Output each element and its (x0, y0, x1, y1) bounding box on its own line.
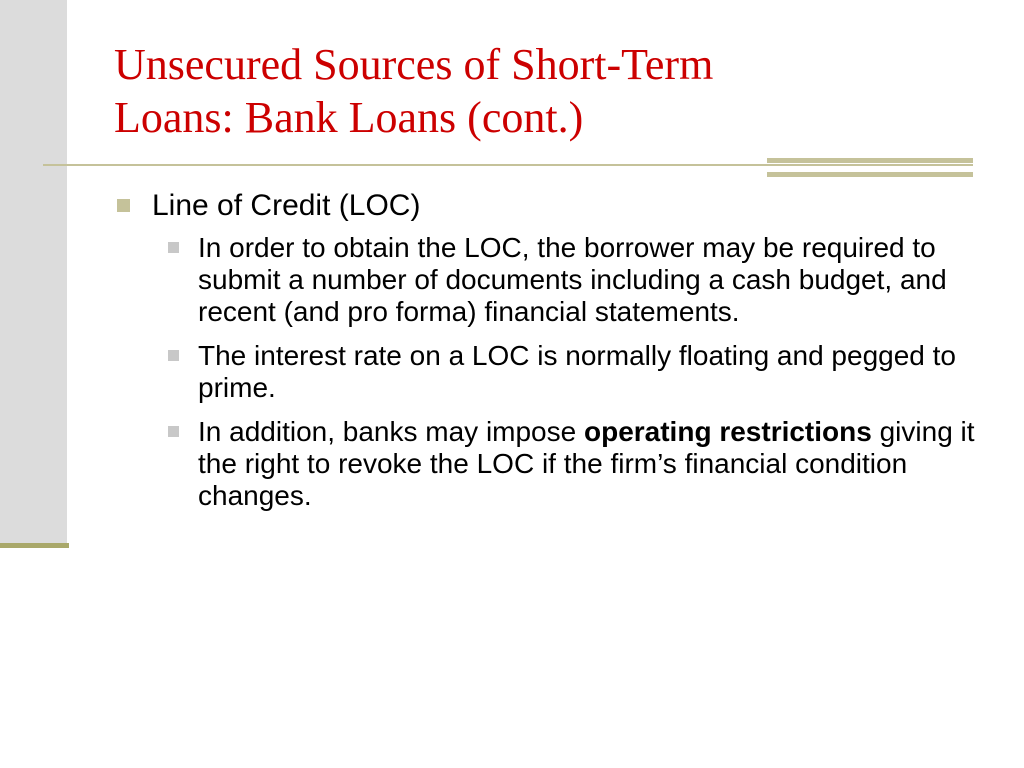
left-accent-bar (0, 0, 67, 546)
slide-body (115, 186, 985, 524)
slide-title (114, 38, 994, 144)
square-bullet-icon (117, 199, 130, 212)
sub-bullet-text-before: In addition, banks may impose (198, 416, 584, 447)
sub-bullet-text-after: giving it the right to revoke the LOC if the firm’s financial condition changes. (198, 416, 975, 511)
square-bullet-icon (168, 242, 179, 253)
title-divider-accent-top (767, 158, 973, 163)
title-divider-line (43, 164, 973, 166)
square-bullet-icon (168, 426, 179, 437)
slide-title-line-2: Loans: Bank Loans (cont.) (114, 93, 584, 142)
slide-title-line-1: Unsecured Sources of Short-Term (114, 40, 714, 89)
sub-bullet-list (162, 232, 985, 512)
bullet-text: Line of Credit (LOC) (152, 189, 421, 222)
sub-bullet-text: In order to obtain the LOC, the borrower may be required to submit a number of documents including a cash budget, and recent (and pro forma) financial statements. (198, 232, 947, 327)
square-bullet-icon (168, 350, 179, 361)
sub-bullet-bold-term: operating restrictions (583, 416, 872, 447)
left-accent-bar-underline (0, 543, 69, 548)
sub-bullet-interest-rate (162, 340, 985, 404)
title-divider-accent-bottom (767, 172, 973, 177)
sub-bullet-text: The interest rate on a LOC is normally floating and pegged to prime. (198, 340, 956, 403)
bullet-line-of-credit (115, 186, 985, 226)
sub-bullet-operating-restrictions (162, 416, 985, 512)
sub-bullet-documents (162, 232, 985, 328)
